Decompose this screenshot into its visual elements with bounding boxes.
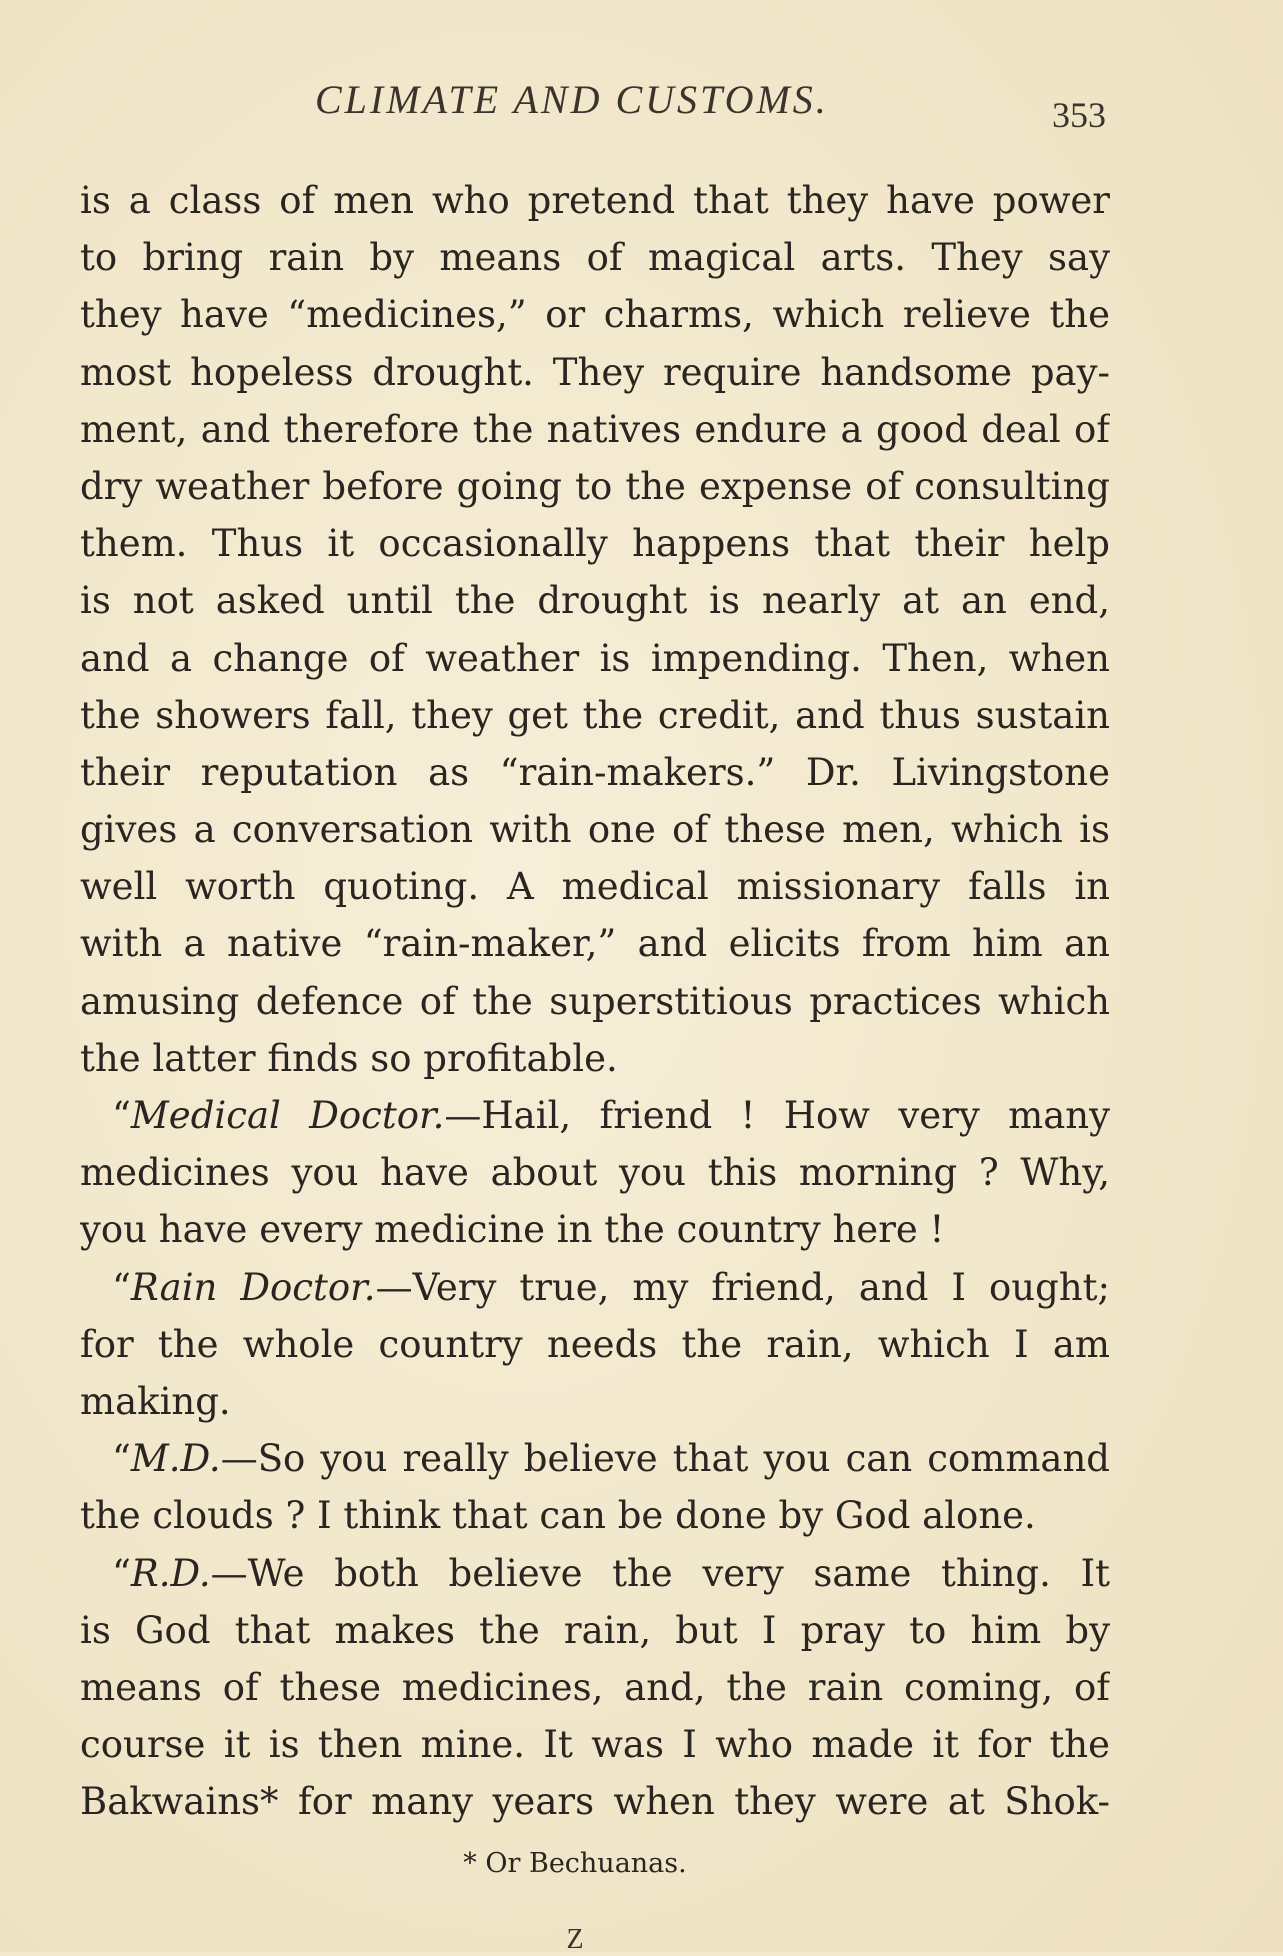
text-line: ment, and therefore the natives endure a good deal of [80, 407, 1110, 451]
speaker-label: R.D. [130, 1551, 211, 1595]
text-line: for the whole country needs the rain, which I am [80, 1322, 1110, 1366]
text-line: well worth quoting. A medical missionary falls in [80, 865, 1110, 909]
dialogue-line [80, 1259, 1110, 1316]
text-line: making. [80, 1379, 231, 1423]
text-line: the latter finds so profitable. [80, 1036, 618, 1080]
dialogue-text: —So you really believe that you can command [220, 1437, 1110, 1481]
open-quote: “ [112, 1265, 131, 1309]
speaker-label: Medical Doctor. [130, 1094, 445, 1137]
text-line: the clouds ? I think that can be done by God alone. [80, 1494, 1036, 1538]
text-line: the showers fall, they get the credit, and thus sustain [80, 693, 1110, 737]
running-title: CLIMATE AND CUSTOMS. [315, 77, 829, 122]
text-line: is not asked until the drought is nearly at an end, [80, 579, 1110, 623]
running-head [0, 76, 1283, 135]
text-line: most hopeless drought. They require handsome pay- [80, 350, 1110, 394]
speaker-label: M.D. [130, 1437, 221, 1481]
signature-mark: Z [566, 1924, 584, 1955]
dialogue-line [80, 1087, 1110, 1144]
speaker-label: Rain Doctor. [130, 1265, 376, 1309]
dialogue-text: —Very true, my friend, and I ought; [375, 1265, 1110, 1309]
text-line: and a change of weather is impending. Then, when [80, 636, 1110, 680]
text-line: amusing defence of the superstitious practices which [80, 979, 1110, 1023]
text-line: is God that makes the rain, but I pray to him by [80, 1608, 1110, 1652]
body-text [80, 172, 1110, 1830]
text-line: they have “medicines,” or charms, which relieve the [80, 293, 1110, 337]
dialogue-text: —We both believe the very same thing. It [210, 1551, 1110, 1595]
dialogue-line [80, 1545, 1110, 1602]
text-line: their reputation as “rain-makers.” Dr. Livingstone [80, 750, 1110, 794]
page-number: 353 [1052, 95, 1106, 135]
footnote: * Or Bechuanas. [463, 1848, 687, 1879]
open-quote: “ [112, 1551, 131, 1595]
text-line: them. Thus it occasionally happens that their help [80, 522, 1110, 566]
open-quote: “ [112, 1094, 131, 1137]
text-line: medicines you have about you this morning ? Why, [80, 1151, 1110, 1195]
text-line: with a native “rain-maker,” and elicits from him an [80, 922, 1110, 966]
text-line: gives a conversation with one of these men, which is [80, 808, 1110, 852]
text-line: dry weather before going to the expense of consulting [80, 464, 1110, 508]
text-line: means of these medicines, and, the rain coming, of [80, 1665, 1110, 1709]
dialogue-text: —Hail, friend ! How very many [444, 1094, 1110, 1137]
text-line: to bring rain by means of magical arts. They say [80, 236, 1110, 280]
text-line: is a class of men who pretend that they have power [80, 179, 1110, 222]
open-quote: “ [112, 1437, 131, 1481]
dialogue-line [80, 1430, 1110, 1487]
text-line: you have every medicine in the country here ! [80, 1208, 945, 1252]
text-line: Bakwains* for many years when they were at Shok- [80, 1780, 1110, 1824]
text-line: course it is then mine. It was I who made it for the [80, 1723, 1110, 1767]
